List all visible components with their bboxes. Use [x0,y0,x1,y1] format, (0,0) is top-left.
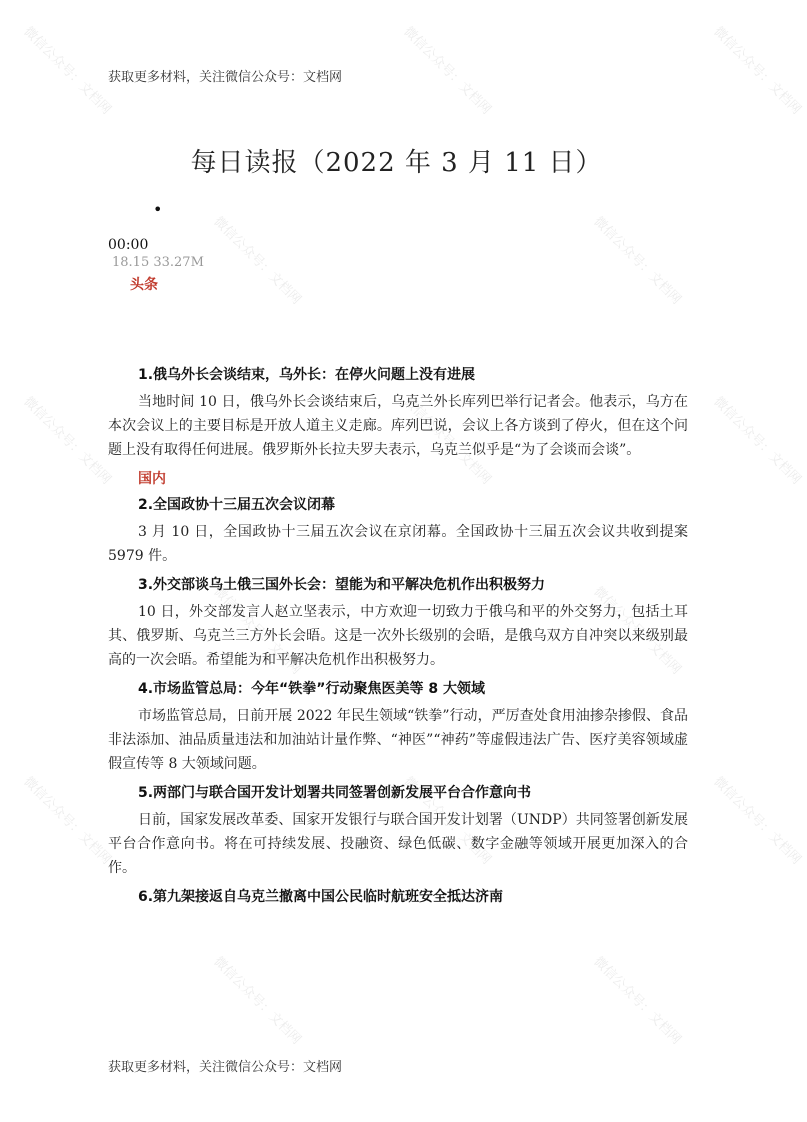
news-item [108,494,688,568]
news-item [108,574,688,672]
news-item-title: 1.俄乌外长会谈结束，乌外长：在停火问题上没有进展 [138,367,476,383]
watermark: 微信公众号：文档网 [20,24,114,118]
news-item [108,364,688,462]
watermark: 微信公众号：文档网 [400,24,494,118]
watermark: 微信公众号：文档网 [210,214,304,308]
news-item-body: 市场监管总局，日前开展 2022 年民生领域“铁拳”行动，严厉查处食用油掺杂掺假、食品非法添加、油品质量违法和加油站计量作弊、“神医”“神药”等虚假违法广告、医疗美容领域虚假宣传等 8 大领域问题。 [108,708,688,772]
watermark: 微信公众号：文档网 [590,214,684,308]
news-item-title: 6.第九架接返自乌克兰撤离中国公民临时航班安全抵达济南 [138,889,504,905]
news-item [108,886,688,908]
watermark: 微信公众号：文档网 [710,24,804,118]
section-domestic-label: 国内 [138,471,166,487]
news-item [108,782,688,880]
news-item-body: 3 月 10 日，全国政协十三届五次会议在京闭幕。全国政协十三届五次会议共收到提案 5979 件。 [108,524,688,564]
watermark: 微信公众号：文档网 [400,774,494,868]
footer-note: 获取更多材料，关注微信公众号：文档网 [108,1060,343,1075]
news-list [108,364,688,912]
watermark: 微信公众号：文档网 [400,394,494,488]
section-headline-label: 头条 [130,277,158,293]
header-note: 获取更多材料，关注微信公众号：文档网 [108,70,343,85]
news-item-body: 10 日，外交部发言人赵立坚表示，中方欢迎一切致力于俄乌和平的外交努力，包括土耳其、俄罗斯、乌克兰三方外长会晤。这是一次外长级别的会晤，是俄乌双方自冲突以来级别最高的一次会晤。希望能为和平解决危机作出积极努力。 [108,604,688,668]
page-title: 每日读报（2022 年 3 月 11 日） [190,148,603,178]
watermark: 微信公众号：文档网 [590,954,684,1048]
watermark: 微信公众号：文档网 [20,774,114,868]
news-item-title: 5.两部门与联合国开发计划署共同签署创新发展平台合作意向书 [138,785,532,801]
bullet-marker: • [153,200,163,219]
watermark: 微信公众号：文档网 [710,774,804,868]
watermark: 微信公众号：文档网 [710,394,804,488]
watermark: 微信公众号：文档网 [20,394,114,488]
news-item-title: 4.市场监管总局：今年“铁拳”行动聚焦医美等 8 大领域 [138,681,485,697]
news-item-title: 3.外交部谈乌土俄三国外长会：望能为和平解决危机作出积极努力 [138,577,546,593]
watermark: 微信公众号：文档网 [210,584,304,678]
news-item-body: 当地时间 10 日，俄乌外长会谈结束后，乌克兰外长库列巴举行记者会。他表示，乌方在本次会议上的主要目标是开放人道主义走廊。库列巴说，会议上各方谈到了停火，但在这个问题上没有取得任何进展。俄罗斯外长拉夫罗夫表示，乌克兰似乎是“为了会谈而会谈”。 [108,394,688,458]
watermark: 微信公众号：文档网 [210,954,304,1048]
audio-meta: 18.15 33.27M [112,255,204,270]
news-item-title: 2.全国政协十三届五次会议闭幕 [138,497,336,513]
news-item [108,678,688,776]
news-item-body: 日前，国家发展改革委、国家开发银行与联合国开发计划署（UNDP）共同签署创新发展平台合作意向书。将在可持续发展、投融资、绿色低碳、数字金融等领域开展更加深入的合作。 [108,812,688,876]
audio-time: 00:00 [108,237,149,253]
watermark: 微信公众号：文档网 [590,584,684,678]
